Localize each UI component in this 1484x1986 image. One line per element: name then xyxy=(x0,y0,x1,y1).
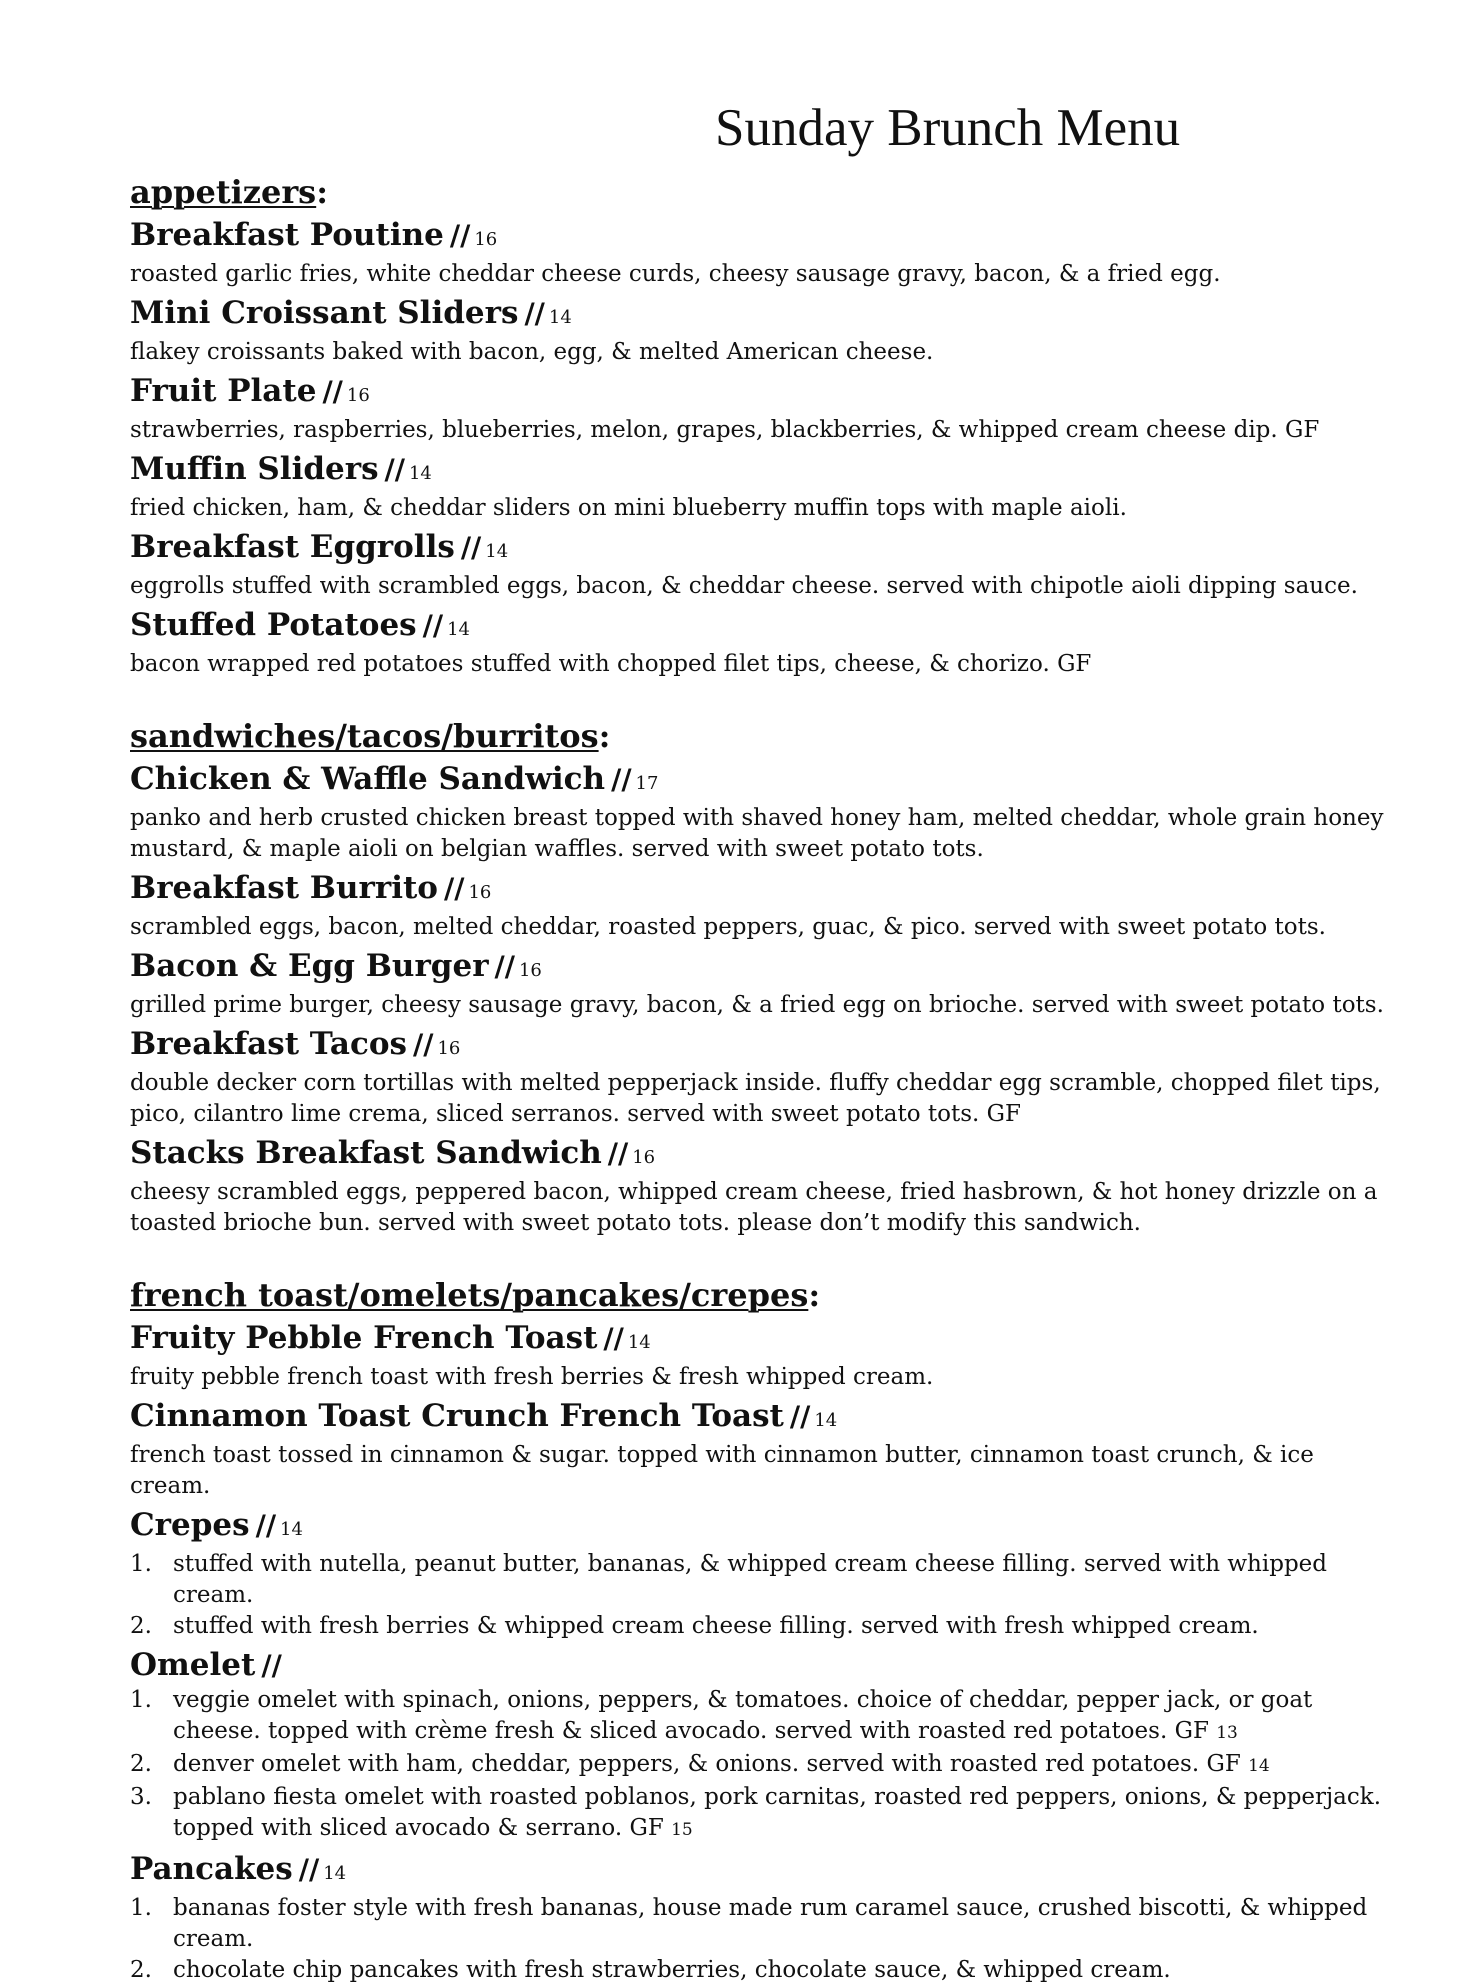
menu-item-name: Breakfast Tacos xyxy=(130,1026,408,1062)
menu-item-price: 16 xyxy=(437,1038,461,1059)
menu-item-name: Breakfast Eggrolls xyxy=(130,529,455,565)
list-item xyxy=(130,1549,1390,1611)
menu-item xyxy=(130,760,1390,865)
list-price: 15 xyxy=(671,1820,693,1840)
menu-item-title: Breakfast Eggrolls // 14 xyxy=(130,529,509,565)
menu-item-name: Pancakes xyxy=(130,1851,293,1887)
menu-item-description: fruity pebble french toast with fresh berries & fresh whipped cream. xyxy=(130,1364,934,1390)
menu-item-name: Crepes xyxy=(130,1507,250,1543)
menu-item-price: 14 xyxy=(814,1410,838,1431)
menu-item-name: Mini Croissant Sliders xyxy=(130,295,519,331)
menu-item-description: strawberries, raspberries, blueberries, melon, grapes, blackberries, & whipped cream cheese dip. GF xyxy=(130,417,1320,443)
menu-item-description: fried chicken, ham, & cheddar sliders on mini blueberry muffin tops with maple aioli. xyxy=(130,495,1127,521)
menu-item-title: Chicken & Waffle Sandwich // 17 xyxy=(130,761,659,797)
menu-item-title: Stacks Breakfast Sandwich // 16 xyxy=(130,1135,656,1171)
menu-item xyxy=(130,294,1390,368)
list-item xyxy=(130,1749,1390,1782)
menu-item-description: flakey croissants baked with bacon, egg, & melted American cheese. xyxy=(130,339,934,365)
list-text: denver omelet with ham, cheddar, peppers, & onions. served with roasted red potatoes. GF xyxy=(173,1751,1241,1777)
menu-item-price: 14 xyxy=(548,307,572,328)
page-title: Sunday Brunch Menu xyxy=(715,99,1181,157)
menu-item-name: Bacon & Egg Burger xyxy=(130,948,489,984)
menu-item-name: Stuffed Potatoes xyxy=(130,607,417,643)
section-heading-label: sandwiches/tacos/burritos xyxy=(130,717,599,755)
menu-item-name: Chicken & Waffle Sandwich xyxy=(130,761,606,797)
menu-item-name: Cinnamon Toast Crunch French Toast xyxy=(130,1398,784,1434)
menu-item xyxy=(130,528,1390,602)
menu-item-title: Pancakes // 14 xyxy=(130,1851,347,1887)
list-item xyxy=(130,1893,1390,1955)
menu-item-name: Muffin Sliders xyxy=(130,451,379,487)
menu-item-price: 14 xyxy=(447,619,470,640)
menu-item xyxy=(130,372,1390,446)
menu-item-price: 14 xyxy=(485,541,509,562)
menu-item-price: 17 xyxy=(635,773,659,794)
section-heading-label: french toast/omelets/pancakes/crepes xyxy=(130,1276,809,1314)
section-heading: sandwiches/tacos/burritos: xyxy=(130,717,611,755)
menu-item-price: 16 xyxy=(632,1147,656,1168)
menu-item-price: 14 xyxy=(280,1519,303,1540)
menu-item-title: Mini Croissant Sliders // 14 xyxy=(130,295,572,331)
menu-item-title: Cinnamon Toast Crunch French Toast // 14 xyxy=(130,1398,838,1434)
list-item xyxy=(130,1685,1390,1749)
menu-item xyxy=(130,1319,1390,1393)
menu-item-title: Crepes // 14 xyxy=(130,1507,303,1543)
menu-item xyxy=(130,1397,1390,1502)
option-list xyxy=(130,1685,1390,1846)
section-heading: french toast/omelets/pancakes/crepes: xyxy=(130,1276,821,1314)
menu-item-price: 16 xyxy=(468,882,492,903)
menu-item-description: cheesy scrambled eggs, peppered bacon, whipped cream cheese, fried hasbrown, & hot honey drizzle on a toasted brioche bun. served with sweet potato tots. please don’t modify this sandwich. xyxy=(130,1179,1378,1236)
menu-item-name: Fruity Pebble French Toast xyxy=(130,1320,598,1356)
list-number: 2. xyxy=(130,1613,152,1639)
menu-item xyxy=(130,1134,1390,1239)
menu-item-title: Breakfast Tacos // 16 xyxy=(130,1026,461,1062)
menu-item-title: Breakfast Poutine // 16 xyxy=(130,217,498,253)
menu-item-title: Omelet // xyxy=(130,1647,282,1683)
list-number: 1. xyxy=(130,1895,152,1921)
list-number: 1. xyxy=(130,1687,152,1713)
menu-item-name: Breakfast Burrito xyxy=(130,870,438,906)
list-text: bananas foster style with fresh bananas, house made rum caramel sauce, crushed biscotti, & whipped cream. xyxy=(173,1895,1368,1952)
list-number: 1. xyxy=(130,1551,152,1577)
list-text: stuffed with fresh berries & whipped cream cheese filling. served with fresh whipped cream. xyxy=(173,1613,1259,1639)
menu-item-description: french toast tossed in cinnamon & sugar. topped with cinnamon butter, cinnamon toast crunch, & ice cream. xyxy=(130,1442,1314,1499)
menu-item xyxy=(130,1506,1390,1642)
menu-item-price: 16 xyxy=(518,960,542,981)
menu-item-price: 16 xyxy=(474,229,498,250)
menu-item-price: 14 xyxy=(323,1863,347,1884)
menu-item-title: Fruity Pebble French Toast // 14 xyxy=(130,1320,651,1356)
list-number: 2. xyxy=(130,1957,152,1983)
list-number: 2. xyxy=(130,1751,152,1777)
menu-item-name: Stacks Breakfast Sandwich xyxy=(130,1135,602,1171)
menu-item-name: Fruit Plate xyxy=(130,373,317,409)
menu-item xyxy=(130,216,1390,290)
list-number: 3. xyxy=(130,1784,152,1810)
menu-item-name: Omelet xyxy=(130,1647,256,1683)
option-list xyxy=(130,1549,1390,1642)
menu-item-description: scrambled eggs, bacon, melted cheddar, roasted peppers, guac, & pico. served with sweet potato tots. xyxy=(130,914,1326,940)
menu-item-price: 16 xyxy=(346,385,370,406)
menu-item-title: Bacon & Egg Burger // 16 xyxy=(130,948,542,984)
menu-item-description: grilled prime burger, cheesy sausage gravy, bacon, & a fried egg on brioche. served with sweet potato tots. xyxy=(130,992,1384,1018)
menu-item xyxy=(130,450,1390,524)
menu-item-price: 14 xyxy=(627,1332,651,1353)
list-price: 13 xyxy=(1216,1723,1238,1743)
menu-item-name: Breakfast Poutine xyxy=(130,217,444,253)
menu-item-title: Breakfast Burrito // 16 xyxy=(130,870,492,906)
list-price: 14 xyxy=(1248,1756,1270,1776)
list-item xyxy=(130,1782,1390,1846)
section-appetizers xyxy=(130,172,1390,680)
menu-item xyxy=(130,1646,1390,1846)
menu-item-description: panko and herb crusted chicken breast topped with shaved honey ham, melted cheddar, whole grain honey mustard, & maple aioli on belgian waffles. served with sweet potato tots. xyxy=(130,805,1384,862)
list-item xyxy=(130,1611,1390,1642)
menu-item xyxy=(130,1025,1390,1130)
menu-item-title: Muffin Sliders // 14 xyxy=(130,451,432,487)
list-text: veggie omelet with spinach, onions, peppers, & tomatoes. choice of cheddar, pepper jack, or goat cheese. topped with crème fresh & sliced avocado. served with roasted red potatoes. GF xyxy=(173,1687,1313,1744)
menu-page xyxy=(130,96,1390,1986)
menu-item-title: Stuffed Potatoes // 14 xyxy=(130,607,470,643)
list-text: chocolate chip pancakes with fresh strawberries, chocolate sauce, & whipped cream. xyxy=(173,1957,1171,1983)
menu-item-description: eggrolls stuffed with scrambled eggs, bacon, & cheddar cheese. served with chipotle aioli dipping sauce. xyxy=(130,573,1358,599)
section-heading-label: appetizers xyxy=(130,173,317,211)
menu-item xyxy=(130,947,1390,1021)
menu-item xyxy=(130,1850,1390,1986)
menu-item-description: roasted garlic fries, white cheddar cheese curds, cheesy sausage gravy, bacon, & a fried egg. xyxy=(130,261,1221,287)
list-text: stuffed with nutella, peanut butter, bananas, & whipped cream cheese filling. served with whipped cream. xyxy=(173,1551,1327,1608)
list-item xyxy=(130,1955,1390,1986)
section-sandwiches xyxy=(130,716,1390,1239)
menu-item xyxy=(130,606,1390,680)
option-list xyxy=(130,1893,1390,1986)
section-heading: appetizers: xyxy=(130,173,328,211)
menu-item-title: Fruit Plate // 16 xyxy=(130,373,370,409)
section-french-toast xyxy=(130,1275,1390,1986)
list-text: pablano fiesta omelet with roasted poblanos, pork carnitas, roasted red peppers, onions, & pepperjack. topped with sliced avocado & serrano. GF xyxy=(173,1784,1382,1841)
menu-item-description: double decker corn tortillas with melted pepperjack inside. fluffy cheddar egg scramble, chopped filet tips, pico, cilantro lime crema, sliced serranos. served with sweet potato tots. GF xyxy=(130,1070,1381,1127)
menu-item xyxy=(130,869,1390,943)
menu-item-description: bacon wrapped red potatoes stuffed with chopped filet tips, cheese, & chorizo. GF xyxy=(130,651,1092,677)
menu-item-price: 14 xyxy=(408,463,432,484)
